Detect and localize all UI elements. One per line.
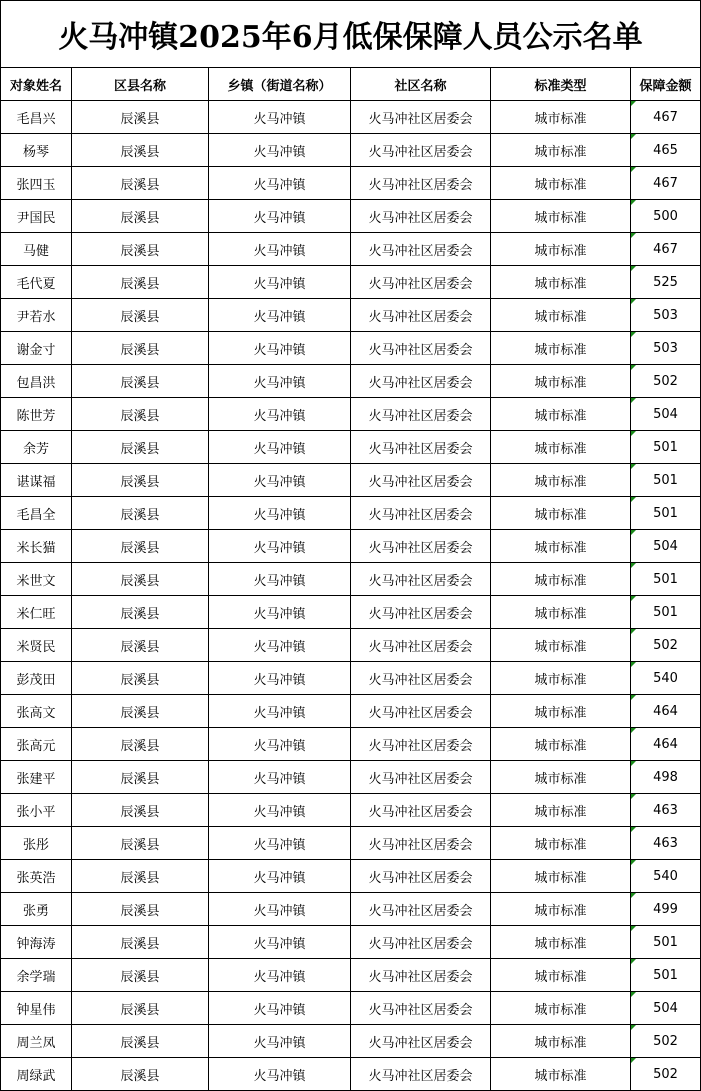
table-row (1, 299, 701, 332)
cell-name: 张高文 (1, 695, 72, 728)
amount-value: 464 (653, 736, 678, 752)
number-stored-as-text-flag-icon (631, 926, 636, 931)
cell-community: 火马冲社区居委会 (351, 662, 491, 695)
number-stored-as-text-flag-icon (631, 530, 636, 535)
cell-standard: 城市标准 (491, 299, 631, 332)
cell-county: 辰溪县 (72, 827, 209, 860)
cell-town: 火马冲镇 (209, 332, 351, 365)
number-stored-as-text-flag-icon (631, 563, 636, 568)
amount-value: 501 (653, 571, 678, 587)
cell-community: 火马冲社区居委会 (351, 992, 491, 1025)
cell-community: 火马冲社区居委会 (351, 1025, 491, 1058)
cell-community: 火马冲社区居委会 (351, 728, 491, 761)
cell-town: 火马冲镇 (209, 992, 351, 1025)
cell-town: 火马冲镇 (209, 365, 351, 398)
cell-community: 火马冲社区居委会 (351, 695, 491, 728)
cell-county: 辰溪县 (72, 563, 209, 596)
cell-name: 周兰凤 (1, 1025, 72, 1058)
cell-community: 火马冲社区居委会 (351, 431, 491, 464)
cell-name: 米长猫 (1, 530, 72, 563)
cell-town: 火马冲镇 (209, 926, 351, 959)
page-title: 火马冲镇2025年6月低保保障人员公示名单 (1, 1, 701, 68)
cell-standard: 城市标准 (491, 497, 631, 530)
cell-community: 火马冲社区居委会 (351, 365, 491, 398)
cell-county: 辰溪县 (72, 893, 209, 926)
table-row (1, 926, 701, 959)
cell-town: 火马冲镇 (209, 200, 351, 233)
cell-name: 周绿武 (1, 1058, 72, 1091)
cell-name: 张高元 (1, 728, 72, 761)
number-stored-as-text-flag-icon (631, 134, 636, 139)
cell-town: 火马冲镇 (209, 563, 351, 596)
amount-value: 502 (653, 1033, 678, 1049)
cell-community: 火马冲社区居委会 (351, 959, 491, 992)
cell-standard: 城市标准 (491, 728, 631, 761)
cell-community: 火马冲社区居委会 (351, 893, 491, 926)
cell-amount (631, 266, 701, 299)
cell-name: 余学瑞 (1, 959, 72, 992)
cell-town: 火马冲镇 (209, 761, 351, 794)
cell-county: 辰溪县 (72, 695, 209, 728)
cell-amount (631, 926, 701, 959)
cell-town: 火马冲镇 (209, 497, 351, 530)
cell-community: 火马冲社区居委会 (351, 101, 491, 134)
cell-community: 火马冲社区居委会 (351, 464, 491, 497)
cell-amount (631, 1025, 701, 1058)
cell-county: 辰溪县 (72, 299, 209, 332)
cell-town: 火马冲镇 (209, 893, 351, 926)
cell-name: 张彤 (1, 827, 72, 860)
cell-standard: 城市标准 (491, 1058, 631, 1091)
cell-community: 火马冲社区居委会 (351, 596, 491, 629)
number-stored-as-text-flag-icon (631, 398, 636, 403)
column-header-name: 对象姓名 (1, 68, 72, 101)
cell-amount (631, 233, 701, 266)
amount-value: 502 (653, 1066, 678, 1082)
cell-name: 杨琴 (1, 134, 72, 167)
number-stored-as-text-flag-icon (631, 794, 636, 799)
cell-community: 火马冲社区居委会 (351, 497, 491, 530)
table-row (1, 332, 701, 365)
cell-county: 辰溪县 (72, 167, 209, 200)
column-header-community: 社区名称 (351, 68, 491, 101)
cell-county: 辰溪县 (72, 761, 209, 794)
cell-standard: 城市标准 (491, 200, 631, 233)
amount-value: 501 (653, 505, 678, 521)
table-row (1, 860, 701, 893)
cell-town: 火马冲镇 (209, 629, 351, 662)
amount-value: 500 (653, 208, 678, 224)
cell-name: 张建平 (1, 761, 72, 794)
table-row (1, 530, 701, 563)
table-row (1, 101, 701, 134)
cell-county: 辰溪县 (72, 332, 209, 365)
cell-name: 马健 (1, 233, 72, 266)
cell-name: 毛昌兴 (1, 101, 72, 134)
table-row (1, 167, 701, 200)
amount-value: 501 (653, 604, 678, 620)
amount-value: 502 (653, 637, 678, 653)
cell-amount (631, 167, 701, 200)
cell-community: 火马冲社区居委会 (351, 794, 491, 827)
cell-amount (631, 530, 701, 563)
cell-community: 火马冲社区居委会 (351, 233, 491, 266)
cell-amount (631, 464, 701, 497)
cell-standard: 城市标准 (491, 530, 631, 563)
amount-value: 503 (653, 340, 678, 356)
cell-standard: 城市标准 (491, 827, 631, 860)
number-stored-as-text-flag-icon (631, 299, 636, 304)
cell-standard: 城市标准 (491, 926, 631, 959)
table-row (1, 266, 701, 299)
cell-standard: 城市标准 (491, 893, 631, 926)
cell-amount (631, 365, 701, 398)
cell-standard: 城市标准 (491, 431, 631, 464)
cell-county: 辰溪县 (72, 530, 209, 563)
cell-standard: 城市标准 (491, 365, 631, 398)
cell-county: 辰溪县 (72, 464, 209, 497)
cell-standard: 城市标准 (491, 695, 631, 728)
number-stored-as-text-flag-icon (631, 695, 636, 700)
number-stored-as-text-flag-icon (631, 827, 636, 832)
amount-value: 498 (653, 769, 678, 785)
table-row (1, 1025, 701, 1058)
amount-value: 499 (653, 901, 678, 917)
cell-community: 火马冲社区居委会 (351, 827, 491, 860)
table-row (1, 794, 701, 827)
cell-amount (631, 992, 701, 1025)
cell-amount (631, 398, 701, 431)
number-stored-as-text-flag-icon (631, 662, 636, 667)
cell-town: 火马冲镇 (209, 794, 351, 827)
cell-county: 辰溪县 (72, 101, 209, 134)
table-row (1, 431, 701, 464)
cell-community: 火马冲社区居委会 (351, 563, 491, 596)
cell-name: 米世文 (1, 563, 72, 596)
table-row (1, 365, 701, 398)
number-stored-as-text-flag-icon (631, 497, 636, 502)
cell-name: 尹若水 (1, 299, 72, 332)
number-stored-as-text-flag-icon (631, 1025, 636, 1030)
cell-standard: 城市标准 (491, 860, 631, 893)
cell-name: 尹国民 (1, 200, 72, 233)
cell-town: 火马冲镇 (209, 695, 351, 728)
cell-county: 辰溪县 (72, 1025, 209, 1058)
cell-town: 火马冲镇 (209, 662, 351, 695)
cell-community: 火马冲社区居委会 (351, 926, 491, 959)
cell-county: 辰溪县 (72, 497, 209, 530)
amount-value: 503 (653, 307, 678, 323)
cell-county: 辰溪县 (72, 233, 209, 266)
cell-amount (631, 332, 701, 365)
cell-county: 辰溪县 (72, 200, 209, 233)
cell-county: 辰溪县 (72, 629, 209, 662)
cell-county: 辰溪县 (72, 794, 209, 827)
cell-town: 火马冲镇 (209, 728, 351, 761)
column-header-county: 区县名称 (72, 68, 209, 101)
cell-county: 辰溪县 (72, 860, 209, 893)
cell-amount (631, 728, 701, 761)
cell-standard: 城市标准 (491, 167, 631, 200)
cell-name: 钟海涛 (1, 926, 72, 959)
title-row (1, 1, 701, 68)
amount-value: 463 (653, 835, 678, 851)
cell-community: 火马冲社区居委会 (351, 398, 491, 431)
amount-value: 540 (653, 868, 678, 884)
column-header-standard: 标准类型 (491, 68, 631, 101)
cell-name: 米仁旺 (1, 596, 72, 629)
number-stored-as-text-flag-icon (631, 101, 636, 106)
cell-standard: 城市标准 (491, 266, 631, 299)
amount-value: 540 (653, 670, 678, 686)
cell-town: 火马冲镇 (209, 959, 351, 992)
cell-community: 火马冲社区居委会 (351, 860, 491, 893)
table-row (1, 662, 701, 695)
table-row (1, 992, 701, 1025)
cell-amount (631, 827, 701, 860)
cell-community: 火马冲社区居委会 (351, 530, 491, 563)
cell-name: 米贤民 (1, 629, 72, 662)
table-row (1, 464, 701, 497)
cell-name: 张英浩 (1, 860, 72, 893)
number-stored-as-text-flag-icon (631, 200, 636, 205)
number-stored-as-text-flag-icon (631, 860, 636, 865)
cell-town: 火马冲镇 (209, 167, 351, 200)
cell-town: 火马冲镇 (209, 101, 351, 134)
cell-community: 火马冲社区居委会 (351, 629, 491, 662)
cell-community: 火马冲社区居委会 (351, 761, 491, 794)
cell-amount (631, 431, 701, 464)
amount-value: 467 (653, 241, 678, 257)
cell-standard: 城市标准 (491, 101, 631, 134)
column-header-town: 乡镇（街道名称） (209, 68, 351, 101)
cell-amount (631, 695, 701, 728)
table-row (1, 893, 701, 926)
header-row (1, 68, 701, 101)
number-stored-as-text-flag-icon (631, 728, 636, 733)
cell-town: 火马冲镇 (209, 464, 351, 497)
number-stored-as-text-flag-icon (631, 332, 636, 337)
amount-value: 504 (653, 1000, 678, 1016)
cell-amount (631, 794, 701, 827)
number-stored-as-text-flag-icon (631, 266, 636, 271)
cell-amount (631, 629, 701, 662)
cell-county: 辰溪县 (72, 1058, 209, 1091)
cell-amount (631, 563, 701, 596)
table-row (1, 629, 701, 662)
cell-amount (631, 662, 701, 695)
table-row (1, 596, 701, 629)
cell-amount (631, 497, 701, 530)
amount-value: 504 (653, 406, 678, 422)
table-row (1, 398, 701, 431)
cell-standard: 城市标准 (491, 959, 631, 992)
cell-county: 辰溪县 (72, 266, 209, 299)
cell-amount (631, 893, 701, 926)
cell-town: 火马冲镇 (209, 134, 351, 167)
cell-town: 火马冲镇 (209, 860, 351, 893)
cell-county: 辰溪县 (72, 926, 209, 959)
cell-county: 辰溪县 (72, 992, 209, 1025)
amount-value: 467 (653, 109, 678, 125)
cell-amount (631, 200, 701, 233)
amount-value: 501 (653, 439, 678, 455)
cell-town: 火马冲镇 (209, 398, 351, 431)
cell-county: 辰溪县 (72, 728, 209, 761)
number-stored-as-text-flag-icon (631, 167, 636, 172)
table-row (1, 563, 701, 596)
cell-amount (631, 860, 701, 893)
cell-county: 辰溪县 (72, 134, 209, 167)
table-row (1, 200, 701, 233)
cell-standard: 城市标准 (491, 134, 631, 167)
cell-amount (631, 761, 701, 794)
amount-value: 501 (653, 967, 678, 983)
cell-amount (631, 101, 701, 134)
amount-value: 502 (653, 373, 678, 389)
cell-amount (631, 1058, 701, 1091)
cell-town: 火马冲镇 (209, 596, 351, 629)
cell-amount (631, 596, 701, 629)
number-stored-as-text-flag-icon (631, 431, 636, 436)
cell-standard: 城市标准 (491, 662, 631, 695)
cell-town: 火马冲镇 (209, 266, 351, 299)
cell-standard: 城市标准 (491, 761, 631, 794)
number-stored-as-text-flag-icon (631, 992, 636, 997)
cell-amount (631, 959, 701, 992)
cell-standard: 城市标准 (491, 464, 631, 497)
table-row (1, 695, 701, 728)
cell-name: 钟星伟 (1, 992, 72, 1025)
cell-name: 彭茂田 (1, 662, 72, 695)
number-stored-as-text-flag-icon (631, 365, 636, 370)
cell-standard: 城市标准 (491, 563, 631, 596)
number-stored-as-text-flag-icon (631, 761, 636, 766)
cell-standard: 城市标准 (491, 1025, 631, 1058)
cell-town: 火马冲镇 (209, 233, 351, 266)
cell-name: 陈世芳 (1, 398, 72, 431)
cell-town: 火马冲镇 (209, 1025, 351, 1058)
cell-town: 火马冲镇 (209, 431, 351, 464)
amount-value: 464 (653, 703, 678, 719)
table-row (1, 761, 701, 794)
number-stored-as-text-flag-icon (631, 893, 636, 898)
number-stored-as-text-flag-icon (631, 596, 636, 601)
column-header-amount: 保障金额 (631, 68, 701, 101)
cell-name: 谌谋福 (1, 464, 72, 497)
cell-standard: 城市标准 (491, 794, 631, 827)
cell-community: 火马冲社区居委会 (351, 200, 491, 233)
cell-community: 火马冲社区居委会 (351, 299, 491, 332)
cell-town: 火马冲镇 (209, 1058, 351, 1091)
cell-community: 火马冲社区居委会 (351, 266, 491, 299)
amount-value: 465 (653, 142, 678, 158)
table-row (1, 497, 701, 530)
cell-community: 火马冲社区居委会 (351, 134, 491, 167)
table-row (1, 233, 701, 266)
cell-community: 火马冲社区居委会 (351, 167, 491, 200)
cell-name: 谢金寸 (1, 332, 72, 365)
cell-name: 张四玉 (1, 167, 72, 200)
table-row (1, 728, 701, 761)
amount-value: 467 (653, 175, 678, 191)
cell-county: 辰溪县 (72, 596, 209, 629)
cell-town: 火马冲镇 (209, 530, 351, 563)
table-row (1, 1058, 701, 1091)
cell-standard: 城市标准 (491, 398, 631, 431)
amount-value: 525 (653, 274, 678, 290)
table-row (1, 959, 701, 992)
cell-name: 余芳 (1, 431, 72, 464)
cell-county: 辰溪县 (72, 959, 209, 992)
number-stored-as-text-flag-icon (631, 1058, 636, 1063)
number-stored-as-text-flag-icon (631, 629, 636, 634)
cell-standard: 城市标准 (491, 233, 631, 266)
amount-value: 501 (653, 472, 678, 488)
table-row (1, 134, 701, 167)
amount-value: 504 (653, 538, 678, 554)
number-stored-as-text-flag-icon (631, 464, 636, 469)
cell-name: 张勇 (1, 893, 72, 926)
cell-county: 辰溪县 (72, 398, 209, 431)
cell-standard: 城市标准 (491, 629, 631, 662)
number-stored-as-text-flag-icon (631, 959, 636, 964)
cell-standard: 城市标准 (491, 332, 631, 365)
amount-value: 463 (653, 802, 678, 818)
cell-town: 火马冲镇 (209, 299, 351, 332)
cell-county: 辰溪县 (72, 431, 209, 464)
cell-amount (631, 299, 701, 332)
cell-name: 毛代夏 (1, 266, 72, 299)
cell-town: 火马冲镇 (209, 827, 351, 860)
cell-county: 辰溪县 (72, 365, 209, 398)
table-row (1, 827, 701, 860)
cell-standard: 城市标准 (491, 596, 631, 629)
cell-name: 张小平 (1, 794, 72, 827)
cell-amount (631, 134, 701, 167)
cell-standard: 城市标准 (491, 992, 631, 1025)
cell-county: 辰溪县 (72, 662, 209, 695)
cell-community: 火马冲社区居委会 (351, 1058, 491, 1091)
cell-name: 包昌洪 (1, 365, 72, 398)
amount-value: 501 (653, 934, 678, 950)
cell-name: 毛昌全 (1, 497, 72, 530)
cell-community: 火马冲社区居委会 (351, 332, 491, 365)
number-stored-as-text-flag-icon (631, 233, 636, 238)
